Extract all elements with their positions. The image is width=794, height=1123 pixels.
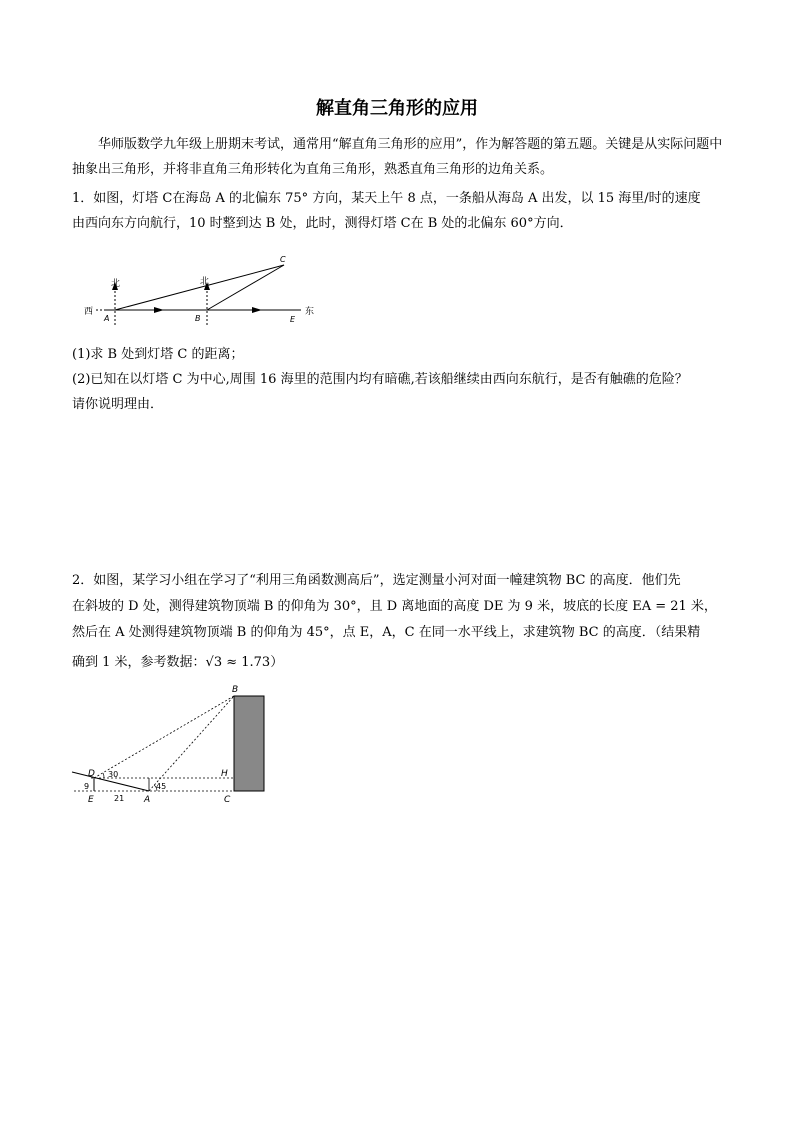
q2-figure xyxy=(66,680,276,810)
point-e-label: E xyxy=(88,795,94,805)
page-title: 解直角三角形的应用 xyxy=(316,98,478,119)
height-9-label: 9 xyxy=(84,782,90,791)
q1-sub-question-2-line-2: 请你说明理由． xyxy=(72,397,164,412)
point-a-label: A xyxy=(104,314,110,323)
q1-sub-question-2-line-1: (2)已知在以灯塔 C 为中心,周围 16 海里的范围内均有暗礁,若该船继续由西向东航行，是否有触礁的危险？ xyxy=(72,372,688,387)
q1-sub-question-1: (1)求 B 处到灯塔 C 的距离； xyxy=(72,347,244,362)
angle-45-label: 45 xyxy=(156,782,167,791)
q1-text-line-1: 1．如图，灯塔 C在海岛 A 的北偏东 75° 方向，某天上午 8 点，一条船从海岛 A 出发，以 15 海里/时的速度 xyxy=(72,191,701,206)
intro-paragraph: 华师版数学九年级上册期末考试，通常用“解直角三角形的应用”，作为解答题的第五题。关键是从实际问题中抽象出三角形，并将非直角三角形转化为直角三角形，熟悉直角三角形的边角关系。 xyxy=(72,137,723,177)
q1-figure xyxy=(76,248,326,328)
q1-text-line-2: 由西向东方向航行，10 时整到达 B 处，此时，测得灯塔 C在 B 处的北偏东 60°方向． xyxy=(72,216,573,231)
q2-text-line-4-suffix: ） xyxy=(270,655,284,670)
q2-text-line-2: 在斜坡的 D 处，测得建筑物顶端 B 的仰角为 30°，且 D 离地面的高度 DE 为 9 米，坡底的长度 EA = 21 米， xyxy=(72,599,717,614)
angle-30-label: 30 xyxy=(108,770,119,779)
point-a-label: A xyxy=(144,795,151,805)
point-e-label: E xyxy=(290,315,296,324)
q2-text-line-4-prefix: 确到 1 米，参考数据： xyxy=(72,655,206,670)
north-label-b: 北 xyxy=(200,277,210,287)
west-label: 西 xyxy=(84,307,94,317)
length-21-label: 21 xyxy=(114,794,125,803)
sqrt3-formula: √3 ≈ 1.73 xyxy=(205,655,271,670)
point-c-label: C xyxy=(224,795,231,805)
point-d-label: D xyxy=(88,769,95,779)
point-b-label: B xyxy=(232,685,239,695)
q2-text-line-4 xyxy=(72,650,724,675)
q2-text-line-3: 然后在 A 处测得建筑物顶端 B 的仰角为 45°，点 E，A，C 在同一水平线上，求建筑物 BC 的高度．（结果精 xyxy=(72,625,701,640)
north-label-a: 北 xyxy=(111,279,121,289)
point-c-label: C xyxy=(280,255,286,264)
point-h-label: H xyxy=(221,769,228,779)
point-b-label: B xyxy=(195,314,201,323)
q2-text-line-1: 2．如图，某学习小组在学习了“利用三角函数测高后”，选定测量小河对面一幢建筑物 BC 的高度．他们先 xyxy=(72,573,681,588)
east-label: 东 xyxy=(305,307,315,317)
